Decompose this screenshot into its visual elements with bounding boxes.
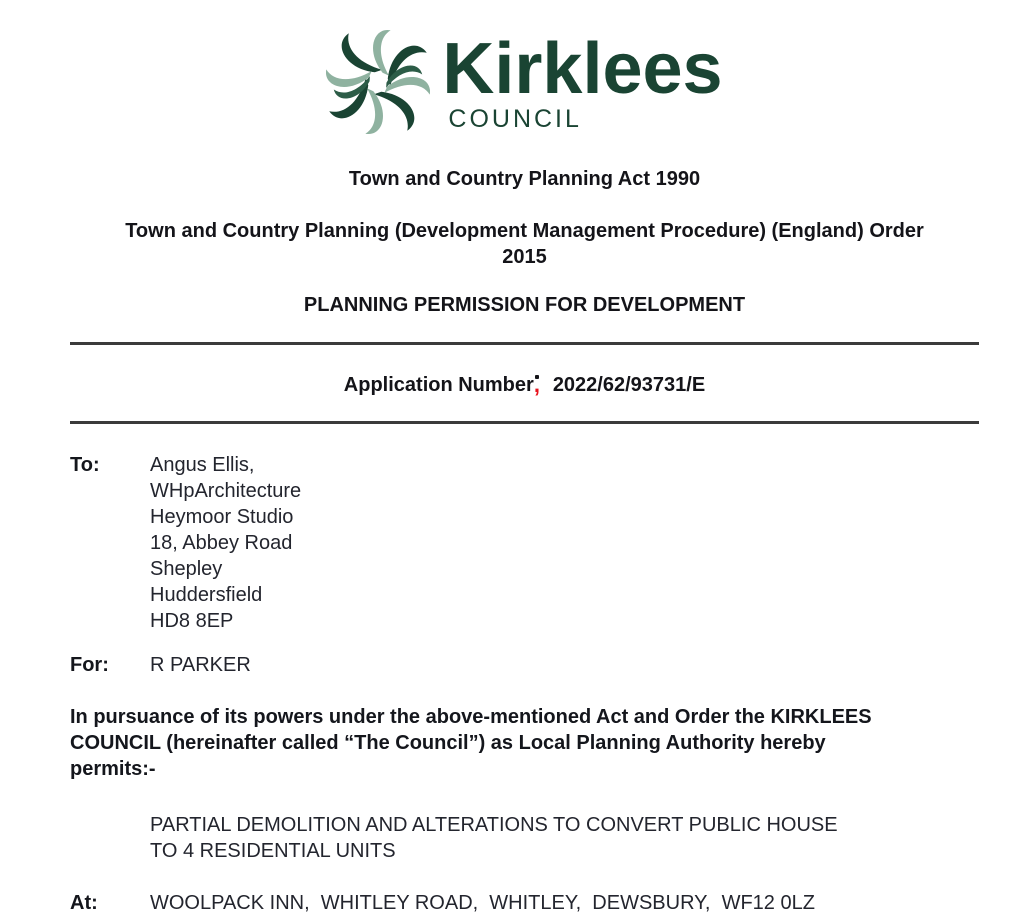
application-number-row bbox=[70, 371, 979, 398]
development-line: TO 4 RESIDENTIAL UNITS bbox=[150, 840, 396, 862]
pursuance-paragraph bbox=[70, 704, 979, 782]
recipient-line: Huddersfield bbox=[150, 584, 263, 606]
horizontal-rule-top bbox=[70, 342, 979, 345]
heading-act: Town and Country Planning Act 1990 bbox=[348, 168, 701, 190]
council-logo bbox=[70, 26, 979, 138]
heading-order-line2: 2015 bbox=[502, 246, 547, 268]
pursuance-line: permits:- bbox=[70, 758, 156, 780]
development-line: PARTIAL DEMOLITION AND ALTERATIONS TO CONVERT PUBLIC HOUSE bbox=[150, 814, 838, 836]
applicant-block bbox=[70, 652, 979, 678]
development-description bbox=[150, 812, 979, 864]
semicolon-red-comma: , bbox=[533, 372, 540, 397]
recipient-label: To: bbox=[70, 454, 100, 476]
recipient-line: HD8 8EP bbox=[150, 610, 234, 632]
recipient-line: 18, Abbey Road bbox=[150, 532, 293, 554]
recipient-line: Heymoor Studio bbox=[150, 506, 294, 528]
location-value: WOOLPACK INN, WHITLEY ROAD, WHITLEY, DEWSBURY, WF12 0LZ bbox=[150, 892, 815, 914]
heading-permission: PLANNING PERMISSION FOR DEVELOPMENT bbox=[303, 294, 746, 316]
recipient-block bbox=[70, 452, 979, 634]
recipient-line: Angus Ellis, bbox=[150, 454, 255, 476]
heading-order bbox=[70, 218, 979, 270]
application-number-value: 2022/62/93731/E bbox=[552, 374, 706, 396]
logo-subtitle: COUNCIL bbox=[448, 104, 582, 133]
location-block bbox=[70, 890, 979, 916]
swirl-icon bbox=[326, 26, 430, 138]
logo-name: Kirklees bbox=[442, 28, 723, 109]
recipient-line: Shepley bbox=[150, 558, 223, 580]
heading-order-line1: Town and Country Planning (Development Management Procedure) (England) Order bbox=[125, 220, 924, 242]
horizontal-rule-bottom bbox=[70, 421, 979, 424]
applicant-name: R PARKER bbox=[150, 654, 251, 676]
pursuance-line: COUNCIL (hereinafter called “The Council”) as Local Planning Authority hereby bbox=[70, 732, 826, 754]
pursuance-line: In pursuance of its powers under the above-mentioned Act and Order the KIRKLEES bbox=[70, 706, 872, 728]
logo-text bbox=[442, 28, 723, 133]
swirl-blades bbox=[326, 26, 430, 138]
application-number-label: Application Number bbox=[343, 374, 534, 396]
applicant-label: For: bbox=[70, 654, 109, 676]
semicolon-red-mark bbox=[533, 371, 541, 397]
location-label: At: bbox=[70, 892, 98, 914]
recipient-address bbox=[150, 452, 301, 634]
recipient-line: WHpArchitecture bbox=[150, 480, 302, 502]
